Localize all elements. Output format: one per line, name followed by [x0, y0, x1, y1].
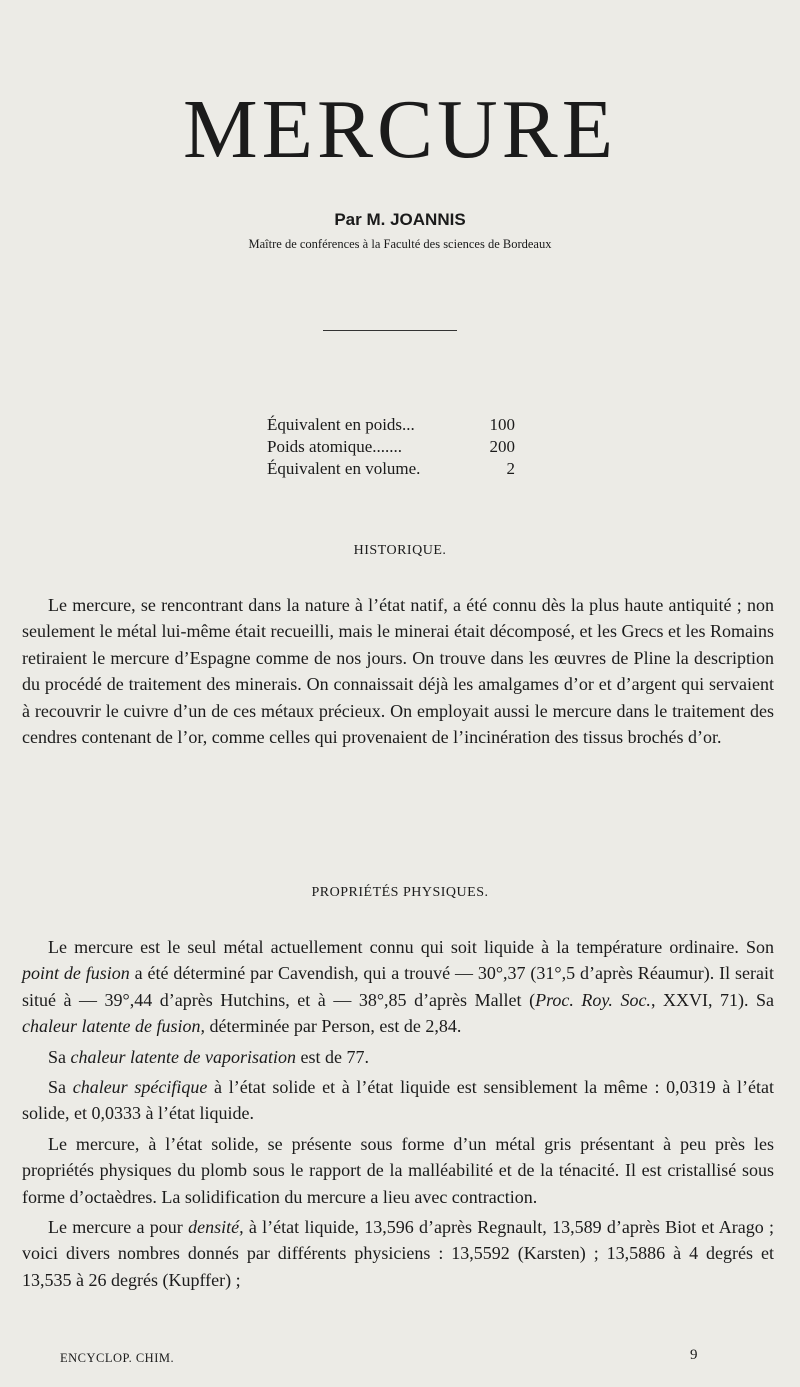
- italic-term: chaleur spécifique: [72, 1077, 208, 1098]
- paragraph: Le mercure, se rencontrant dans la nature à l’état natif, a été connu dès la plus haute antiquité ; non seulement le métal lui-même était recueilli, mais le minerai était décomposé, et les Grecs et les Romains retiraient le mercure d’Espagne comme de nos jours. On trouve dans les œuvres de Pline la description du procédé de traitement des minerais. On connaissait déjà les amalgames d’or et d’argent qui servaient à recouvrir le cuivre d’un de ces métaux précieux. On employait aussi le mercure dans le traitement des cendres contenant de l’or, comme celles qui provenaient de l’incinération des tissus brochés d’or.: [22, 595, 774, 748]
- paragraph: [22, 1074, 774, 1127]
- italic-term: chaleur latente de fusion,: [22, 1016, 205, 1037]
- constant-value: 200: [489, 437, 515, 456]
- constant-row: [267, 436, 515, 458]
- page-title: MERCURE: [182, 83, 618, 176]
- section-divider: [323, 330, 457, 331]
- text-run: à l’état liquide, 13,596 d’après Regnault, 13,589 d’après Biot et Arago ; voici divers nombres donnés par différents physiciens : 13,5592 (Karsten) ; 13,5886 à 4 degrés et 13,535 à 26 degrés (Kupffer) ;: [22, 1217, 774, 1290]
- constant-value: 2: [506, 459, 515, 478]
- author-line: Par M. JOANNIS: [334, 210, 466, 229]
- constant-row: [267, 458, 515, 480]
- italic-term: densité,: [188, 1217, 244, 1238]
- text-run: à l’état solide et à l’état liquide est sensiblement la même : 0,0319 à l’état solide, et 0,0333 à l’état liquide.: [22, 1077, 775, 1124]
- text-run: déterminée par Person, est de 2,84.: [204, 1016, 462, 1037]
- proprietes-body: [22, 934, 774, 1293]
- footer-signature: ENCYCLOP. CHIM.: [60, 1351, 175, 1365]
- page-number: 9: [690, 1347, 698, 1363]
- constant-row: [267, 414, 515, 436]
- text-run: Le mercure a pour: [48, 1217, 189, 1238]
- paragraph: [22, 1214, 774, 1293]
- italic-term: chaleur latente de vaporisation: [70, 1046, 296, 1067]
- section-heading-historique: HISTORIQUE.: [353, 543, 447, 558]
- paragraph: [22, 934, 774, 1040]
- text-run: , XXVI, 71). Sa: [650, 989, 774, 1010]
- author-affiliation: Maître de conférences à la Faculté des sciences de Bordeaux: [248, 237, 552, 251]
- constant-label: Équivalent en poids...: [267, 415, 415, 434]
- italic-citation: Proc. Roy. Soc.: [535, 989, 651, 1010]
- text-run: Sa: [48, 1077, 73, 1098]
- paragraph: [22, 1044, 774, 1070]
- constant-value: 100: [489, 415, 515, 434]
- section-heading-proprietes: PROPRIÉTÉS PHYSIQUES.: [311, 885, 489, 900]
- constant-label: Équivalent en volume.: [267, 459, 421, 478]
- text-run: Le mercure est le seul métal actuellement connu qui soit liquide à la température ordinaire. Son: [48, 937, 774, 957]
- text-run: a été déterminé par Cavendish, qui a trouvé — 30°,37 (31°,5 d’après Réaumur). Il serait situé à — 39°,44 d’après Hutchins, et à — 38°,85 d’après Mallet (: [22, 963, 774, 1010]
- text-run: Sa: [48, 1046, 71, 1067]
- paragraph: Le mercure, à l’état solide, se présente sous forme d’un métal gris présentant à peu près les propriétés physiques du plomb sous le rapport de la malléabilité et de la ténacité. Il est cristallisé sous forme d’octaèdres. La solidification du mercure a lieu avec contraction.: [22, 1133, 774, 1207]
- italic-term: point de fusion: [22, 963, 130, 984]
- constants-table: [267, 414, 527, 480]
- text-run: est de 77.: [295, 1046, 369, 1067]
- constant-label: Poids atomique.......: [267, 437, 403, 456]
- historique-body: [22, 592, 774, 750]
